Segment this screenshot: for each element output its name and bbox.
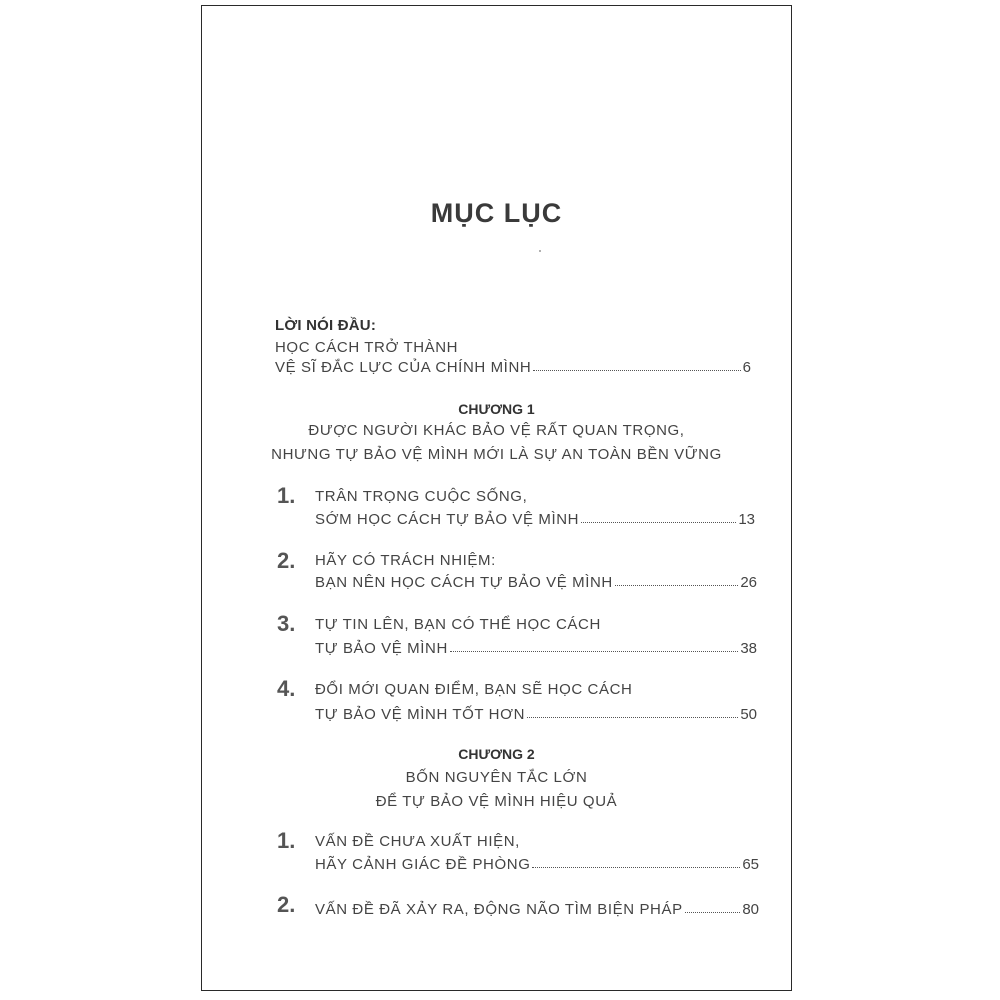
book-page (201, 5, 792, 991)
chapter-2-label: CHƯƠNG 2 (458, 746, 535, 762)
toc-entry-preface[interactable] (275, 359, 751, 376)
page-number: 38 (740, 640, 757, 657)
item-number: 2. (277, 892, 296, 917)
dot-leader (533, 370, 740, 371)
toc-item-line-2: SỚM HỌC CÁCH TỰ BẢO VỆ MÌNH (315, 511, 580, 528)
toc-entry-ch1-3[interactable] (315, 640, 757, 657)
toc-item-line-2: TỰ BẢO VỆ MÌNH TỐT HƠN (315, 706, 526, 723)
toc-item-line-1: TỰ TIN LÊN, BẠN CÓ THỂ HỌC CÁCH (315, 616, 601, 633)
toc-entry-ch2-2[interactable] (315, 901, 759, 918)
toc-item-line-1: TRÂN TRỌNG CUỘC SỐNG, (315, 488, 528, 505)
page-number: 50 (740, 706, 757, 723)
preface-line-1: HỌC CÁCH TRỞ THÀNH (275, 339, 459, 356)
toc-item-line-2: TỰ BẢO VỆ MÌNH (315, 640, 448, 657)
chapter-2-subtitle-2: ĐỂ TỰ BẢO VỆ MÌNH HIỆU QUẢ (375, 793, 618, 810)
decorative-dot (539, 250, 541, 252)
dot-leader (685, 912, 741, 913)
preface-heading: LỜI NÓI ĐẦU: (275, 317, 377, 334)
item-number: 2. (277, 548, 296, 573)
dot-leader (450, 651, 738, 652)
page-number: 80 (742, 901, 759, 918)
toc-entry-ch1-2[interactable] (315, 574, 757, 591)
preface-line-2: VỆ SĨ ĐẮC LỰC CỦA CHÍNH MÌNH (275, 359, 532, 376)
toc-item-line-2: HÃY CẢNH GIÁC ĐỀ PHÒNG (315, 856, 531, 873)
toc-entry-ch1-1[interactable] (315, 511, 755, 528)
dot-leader (615, 585, 738, 586)
toc-item-line-1: VẤN ĐỀ ĐÃ XẢY RA, ĐỘNG NÃO TÌM BIỆN PHÁP (315, 901, 683, 918)
item-number: 1. (277, 483, 296, 508)
toc-item-line-1: VẤN ĐỀ CHƯA XUẤT HIỆN, (315, 833, 520, 850)
chapter-1-subtitle-2: NHƯNG TỰ BẢO VỆ MÌNH MỚI LÀ SỰ AN TOÀN BỀN VỮNG (271, 446, 722, 463)
toc-item-line-1: HÃY CÓ TRÁCH NHIỆM: (315, 552, 496, 569)
toc-entry-ch1-4[interactable] (315, 706, 757, 723)
page-number: 65 (742, 856, 759, 873)
chapter-1-label: CHƯƠNG 1 (458, 401, 535, 417)
item-number: 1. (277, 828, 296, 853)
page-number: 6 (742, 359, 751, 376)
page-title: MỤC LỤC (430, 198, 563, 228)
toc-item-line-1: ĐỔI MỚI QUAN ĐIỂM, BẠN SẼ HỌC CÁCH (315, 681, 633, 698)
dot-leader (527, 717, 738, 718)
chapter-2-subtitle-1: BỐN NGUYÊN TẮC LỚN (405, 769, 588, 786)
toc-item-line-2: BẠN NÊN HỌC CÁCH TỰ BẢO VỆ MÌNH (315, 574, 613, 591)
item-number: 4. (277, 676, 296, 701)
page-number: 13 (738, 511, 755, 528)
dot-leader (532, 867, 740, 868)
page-number: 26 (740, 574, 757, 591)
dot-leader (581, 522, 736, 523)
toc-entry-ch2-1[interactable] (315, 856, 759, 873)
chapter-1-subtitle-1: ĐƯỢC NGƯỜI KHÁC BẢO VỆ RẤT QUAN TRỌNG, (308, 422, 685, 439)
item-number: 3. (277, 611, 296, 636)
